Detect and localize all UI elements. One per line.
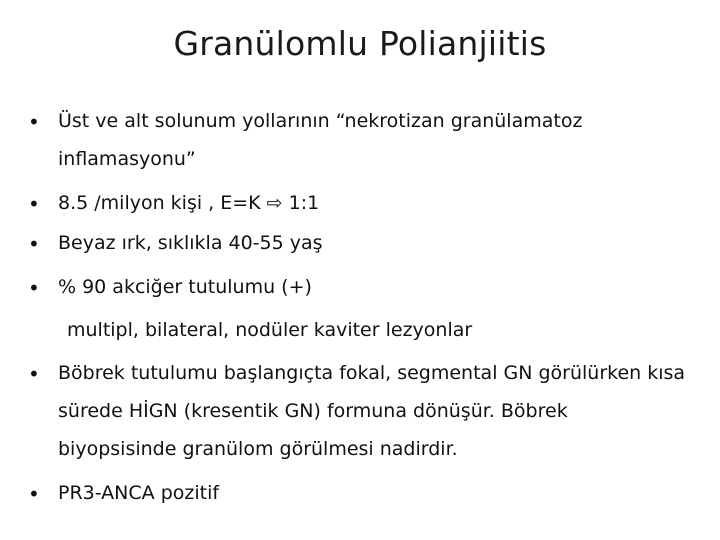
bullet-marker: • [28,276,40,300]
bullet-5-line-3: biyopsisinde granülom görülmesi nadirdir. [58,438,458,460]
bullet-3-line-1: Beyaz ırk, sıklıkla 40-55 yaş [58,232,323,254]
bullet-5-line-2: sürede HİGN (kresentik GN) formuna dönüşür. Böbrek [58,400,568,422]
bullet-4-sub-line: multipl, bilateral, nodüler kaviter lezyonlar [67,319,473,341]
bullet-marker: • [28,362,40,386]
bullet-marker: • [28,192,40,216]
bullet-4-line-1: % 90 akciğer tutulumu (+) [58,276,312,298]
bullet-marker: • [28,110,40,134]
bullet-6-line-1: PR3-ANCA pozitif [58,482,220,504]
bullet-5-line-1: Böbrek tutulumu başlangıçta fokal, segmental GN görülürken kısa [58,362,686,384]
bullet-2-line-1: 8.5 /milyon kişi , E=K ⇨ 1:1 [58,192,320,214]
bullet-marker: • [28,232,40,256]
bullet-1-line-2: inflamasyonu” [58,148,196,170]
slide-title: Granülomlu Polianjiitis [173,24,547,63]
bullet-marker: • [28,482,40,506]
bullet-1-line-1: Üst ve alt solunum yollarının “nekrotizan granülamatoz [58,110,583,132]
